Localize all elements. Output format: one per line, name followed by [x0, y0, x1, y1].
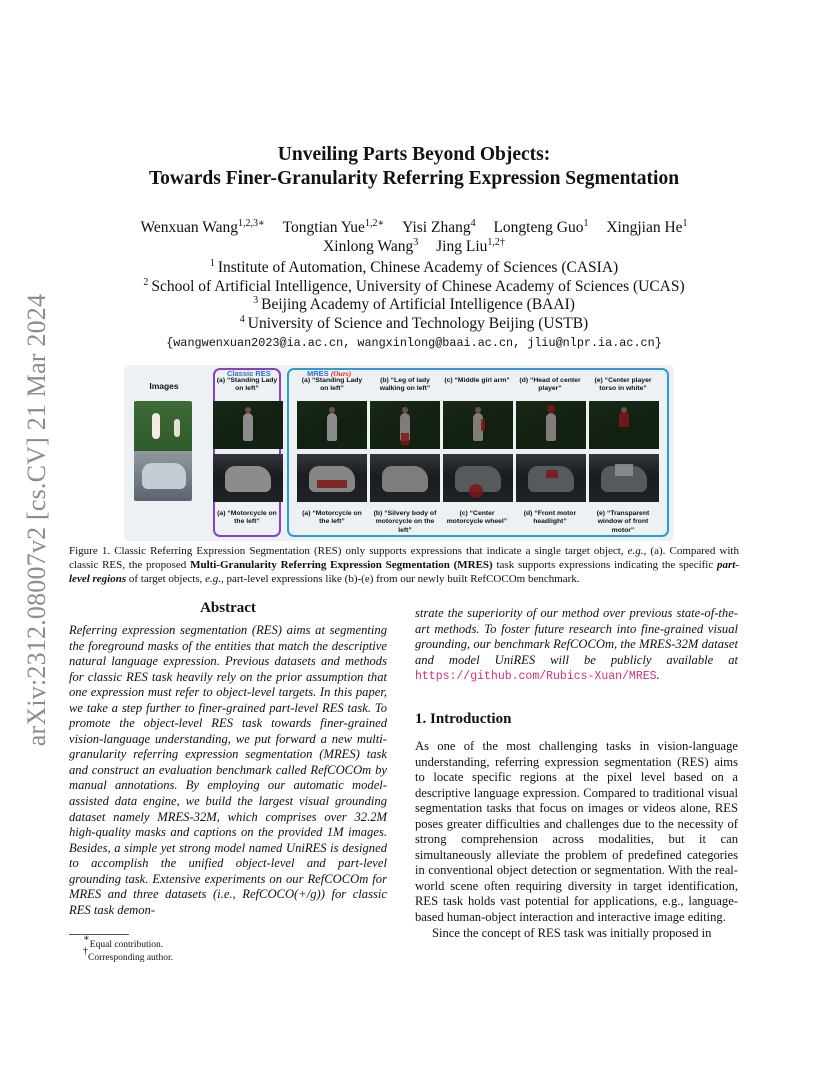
thumb-a-row2 [297, 454, 367, 502]
footnote-rule [69, 934, 129, 935]
intro-paragraph: Since the concept of RES task was initially proposed in [432, 925, 712, 940]
caption-c-row2: (c) “Center motorcycle wheel” [446, 510, 508, 526]
abstract-heading: Abstract [200, 600, 256, 616]
thumb-c-row1 [443, 401, 513, 449]
figure-caption: Figure 1. Classic Referring Expression Segmentation (RES) only supports expressions that indicate a single target object, e.g., (a). Compared with classic RES, the proposed Multi-Granularity Referring Expression Segmentation (MRES) task supports expressions indicating the specific part-level regions of target objects, e.g., part-level expressions like (b)-(e) from our newly built RefCOCOm benchmark. [69, 545, 739, 585]
author: Yisi Zhang$^4$ [402, 218, 476, 236]
author-emails: {wangwenxuan2023@ia.ac.cn, wangxinlong@baai.ac.cn, jliu@nlpr.ia.ac.cn} [166, 336, 662, 350]
intro-paragraph: As one of the most challenging tasks in vision-language understanding, referring expression segmentation (RES) aims to locate specific regions at the pixel level based on a descriptive language expression. Compared to traditional visual segmentation tasks that focus on images or videos alone, RES poses greater difficulties and challenges due to the necessity of strong comprehension across modalities, but it can simultaneously alleviate the problem of predefined categories in conventional object detection or segmentation. With the real-world scene often requiring diversity in target identification, RES task holds vast potential for applications, e.g., language-based human-object interaction and interactive image editing. [415, 739, 738, 925]
source-images [134, 401, 192, 501]
title-line-1: Unveiling Parts Beyond Objects: [277, 144, 551, 165]
paper-title [0, 143, 828, 191]
thumb-a-row1 [297, 401, 367, 449]
caption-classic-row1: (a) “Standing Lady on left” [216, 377, 278, 393]
abstract-text-left: Referring expression segmentation (RES) aims at segmenting the foreground masks of the entities that match the descriptive natural language expression. Previous datasets and methods for classic RES task heavily rely on the prior assumption that one expression must refer to object-level targets. In this paper, we take a step further to finer-grained part-level RES task. To promote the object-level RES task towards finer-grained vision-language understanding, we put forward a new multi-granularity referring expression segmentation (MRES) task and construct an evaluation benchmark called RefCOCOm by manual annotations. By employing our automatic model-assisted data engine, we build the largest visual grounding dataset namely MRES-32M, which comprises over 32.2M high-quality masks and captions on the provided 1M images. Besides, a simple yet strong model named UniRES is designed to accomplish the unified object-level and part-level grounding task. Extensive experiments on our RefCOCOm for MRES and three datasets (i.e., RefCOCO(+/g)) for classic RES task demon- [69, 623, 387, 917]
caption-b-row2: (b) “Silvery body of motorcycle on the left” [373, 510, 437, 534]
arxiv-identifier [24, 285, 50, 755]
thumb-e-row1 [589, 401, 659, 449]
caption-d-row1: (d) “Head of center player” [519, 377, 581, 393]
thumb-classic-row2 [213, 454, 283, 502]
affiliation: $^2$ School of Artificial Intelligence, University of Chinese Academy of Sciences (UCAS) [143, 276, 685, 295]
thumb-b-row1 [370, 401, 440, 449]
affiliation: $^4$ University of Science and Technology Beijing (USTB) [239, 313, 589, 332]
affiliation: $^3$ Beijing Academy of Artificial Intelligence (BAAI) [253, 295, 575, 313]
author: Wenxuan Wang$^{1,2,3∗}$ [140, 218, 265, 236]
arxiv-identifier-text: arXiv:2312.08007v2 [cs.CV] 21 Mar 2024 [22, 293, 51, 747]
author: Longteng Guo$^1$ [493, 218, 589, 236]
abstract-text-right: strate the superiority of our method over previous state-of-the-art methods. To foster future research into fine-grained visual grounding, our benchmark RefCOCOm, the MRES-32M dataset and model UniRES will be publicly available at https://github.com/Rubics-Xuan/MRES. [415, 606, 738, 684]
thumb-c-row2 [443, 454, 513, 502]
thumb-d-row2 [516, 454, 586, 502]
affiliation: $^1$ Institute of Automation, Chinese Academy of Sciences (CASIA) [209, 258, 619, 276]
affiliations [0, 259, 828, 333]
title-line-2: Towards Finer-Granularity Referring Expression Segmentation [148, 168, 680, 189]
caption-e-row1: (e) “Center player torso in white” [594, 377, 652, 393]
caption-b-row1: (b) “Leg of lady walking on left” [379, 377, 431, 393]
images-label: Images [149, 381, 179, 391]
footnote: ∗Equal contribution. [83, 933, 164, 950]
classic-res-header: Classic RES [227, 369, 271, 378]
thumb-d-row1 [516, 401, 586, 449]
author: Xingjian He$^1$ [606, 218, 688, 236]
caption-a-row2: (a) “Motorcycle on the left” [302, 510, 362, 526]
mres-header: MRES (Ours) [307, 369, 352, 378]
thumb-classic-row1 [213, 401, 283, 449]
introduction-text [415, 739, 738, 941]
github-link[interactable]: https://github.com/Rubics-Xuan/MRES [415, 670, 657, 684]
footnote: †Corresponding author. [83, 946, 173, 963]
author: Xinlong Wang$^3$ [323, 237, 419, 255]
figure-1 [124, 365, 674, 541]
introduction-heading: 1. Introduction [415, 711, 512, 727]
caption-c-row1: (c) “Middle girl arm” [444, 377, 510, 384]
caption-a-row1: (a) “Standing Lady on left” [301, 377, 363, 393]
footnotes [69, 933, 173, 965]
caption-e-row2: (e) “Transparent window of front motor” [596, 510, 650, 534]
caption-d-row2: (d) “Front motor headlight” [523, 510, 577, 526]
author: Jing Liu$^{1,2\dagger}$ [436, 237, 505, 255]
author: Tongtian Yue$^{1,2∗}$ [282, 218, 385, 236]
thumb-b-row2 [370, 454, 440, 502]
caption-classic-row2: (a) “Motorcycle on the left” [217, 510, 277, 526]
author-list [0, 218, 828, 256]
thumb-e-row2 [589, 454, 659, 502]
